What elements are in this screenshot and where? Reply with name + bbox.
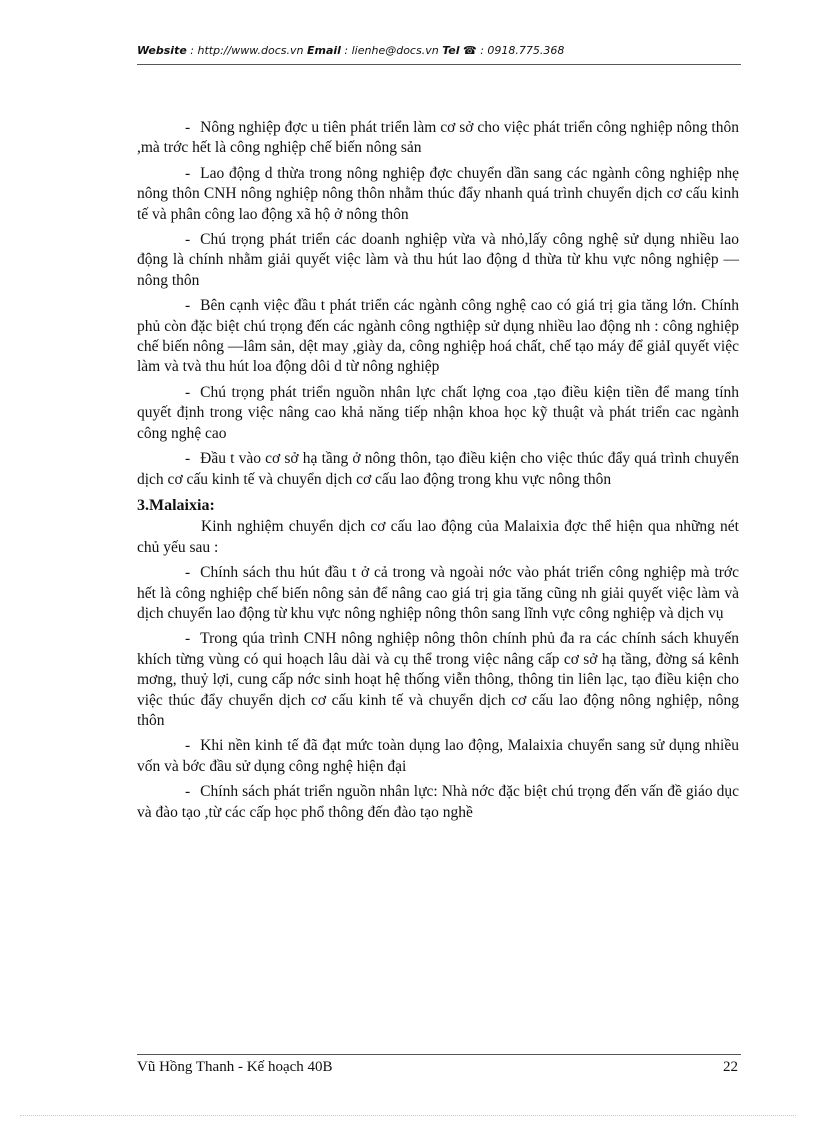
paragraph-text: Lao động d thừa trong nông nghiệp đợc chuyển dần sang các ngành công nghiệp nhẹ nông thôn CNH nông nghiệp nông thôn nhằm thúc đẩy nhanh quá trình chuyển dịch cơ cấu kinh tế và phân công lao động xã hộ ở nông thôn	[137, 164, 739, 223]
phone-icon: ☎	[463, 44, 477, 57]
paragraph-text: Khi nền kinh tế đã đạt mức toàn dụng lao động, Malaixia chuyển sang sử dụng nhiều vốn và bớc đầu sử dụng công nghệ hiện đại	[137, 737, 739, 775]
website-value: : http://www.docs.vn	[186, 44, 307, 57]
bullet-paragraph	[137, 736, 739, 777]
paragraph-text: Chính sách phát triển nguồn nhân lực: Nhà nớc đặc biệt chú trọng đến vấn đề giáo dục và đào tạo ,từ các cấp học phổ thông đến đào tạo nghề	[137, 783, 739, 821]
bullet-paragraph	[137, 296, 739, 378]
website-label: Website	[137, 44, 187, 57]
paragraph-text: Chính sách thu hút đầu t ở cả trong và ngoài nớc vào phát triển công nghiệp mà trớc hết là công nghiệp chế biến nông sản để nâng cao giá trị gia tăng cũng nh giải quyết việc làm và dịch chuyển lao động từ khu vực nông nghiệp nông thôn sang lĩnh vực công nghiệp và dịch vụ	[137, 564, 739, 622]
bullet-paragraph	[137, 383, 739, 444]
paragraph-text: Bên cạnh việc đầu t phát triển các ngành công nghệ cao có giá trị gia tăng lớn. Chính phủ còn đặc biệt chú trọng đến các ngành công ngthiệp sử dụng nhiều lao động nh : công nghiệp chế biến nông —lâm sản, dệt may ,giày da, công nghiệp hoá chất, chế tạo máy để giảI quyết việc làm và tvà thu hút loa động dôi d từ nông nghiệp	[137, 297, 739, 376]
bullet-paragraph	[137, 563, 739, 624]
dash-bullet: -	[185, 164, 191, 182]
bullet-paragraph	[137, 782, 739, 823]
tel-label: Tel	[442, 44, 460, 57]
bullet-paragraph	[137, 449, 739, 490]
email-value: : lienhe@docs.vn	[340, 44, 443, 57]
bullet-list-bottom	[137, 563, 739, 823]
bullet-list-top	[137, 118, 739, 490]
section-heading: 3.Malaixia:	[137, 496, 215, 514]
dash-bullet: -	[185, 297, 191, 315]
dash-bullet: -	[185, 450, 191, 468]
paragraph-text: Trong qúa trình CNH nông nghiệp nông thôn chính phủ đa ra các chính sách khuyến khích từng vùng có qui hoạch lâu dài và cụ thể trong việc nâng cấp cơ sở hạ tầng, đờng sá kênh mơng, thuỷ lợi, cung cấp nớc sinh hoạt hệ thống viễn thông, thông tin liên lạc, tạo điều kiện cho việc thúc đẩy chuyển dịch cơ cấu kinh tế và chuyển dịch cơ cấu lao động nông nghiệp, nông thôn	[137, 630, 739, 729]
page-bottom-dotted-line	[20, 1115, 796, 1116]
paragraph-text: Chú trọng phát triển nguồn nhân lực chất lợng coa ,tạo điều kiện tiền để mang tính quyết định trong việc nâng cao khả năng tiếp nhận khoa học kỹ thuật và phát triển cac ngành công nghệ cao	[137, 383, 739, 442]
email-label: Email	[306, 44, 341, 57]
dash-bullet: -	[185, 119, 191, 136]
dash-bullet: -	[185, 737, 191, 755]
page-number: 22	[723, 1059, 738, 1075]
dash-bullet: -	[185, 231, 191, 249]
paragraph-text: Nông nghiệp đợc u tiên phát triển làm cơ sở cho việc phát triển công nghiệp nông thôn ,mà trớc hết là công nghiệp chế biến nông sản	[137, 119, 739, 157]
document-body	[137, 118, 739, 828]
tel-value: : 0918.775.368	[476, 44, 565, 57]
dash-bullet: -	[185, 383, 191, 401]
bullet-paragraph	[137, 118, 739, 159]
bullet-paragraph	[137, 230, 739, 291]
dash-bullet: -	[185, 564, 191, 582]
footer-divider	[137, 1054, 741, 1055]
paragraph-text: Chú trọng phát triển các doanh nghiệp vừa và nhỏ,lấy công nghệ sử dụng nhiều lao động là chính nhằm giải quyết việc làm và thu hút lao động d thừa từ khu vực nông nghiệp —nông thôn	[137, 231, 739, 289]
bullet-paragraph	[137, 629, 739, 731]
dash-bullet: -	[185, 783, 191, 801]
paragraph-text: Đầu t vào cơ sở hạ tầng ở nông thôn, tạo điều kiện cho việc thúc đẩy quá trình chuyển dịch cơ cấu kinh tế và chuyển dịch cơ cấu lao động trong khu vực nông thôn	[137, 450, 739, 488]
section-intro: Kinh nghiệm chuyển dịch cơ cấu lao động của Malaixia đợc thể hiện qua những nét chủ yếu sau :	[137, 518, 739, 556]
footer-author: Vũ Hồng Thanh - Kế hoạch 40B	[137, 1059, 333, 1075]
page-header	[137, 44, 741, 62]
bullet-paragraph	[137, 164, 739, 225]
header-divider	[137, 64, 741, 65]
dash-bullet: -	[185, 630, 191, 648]
